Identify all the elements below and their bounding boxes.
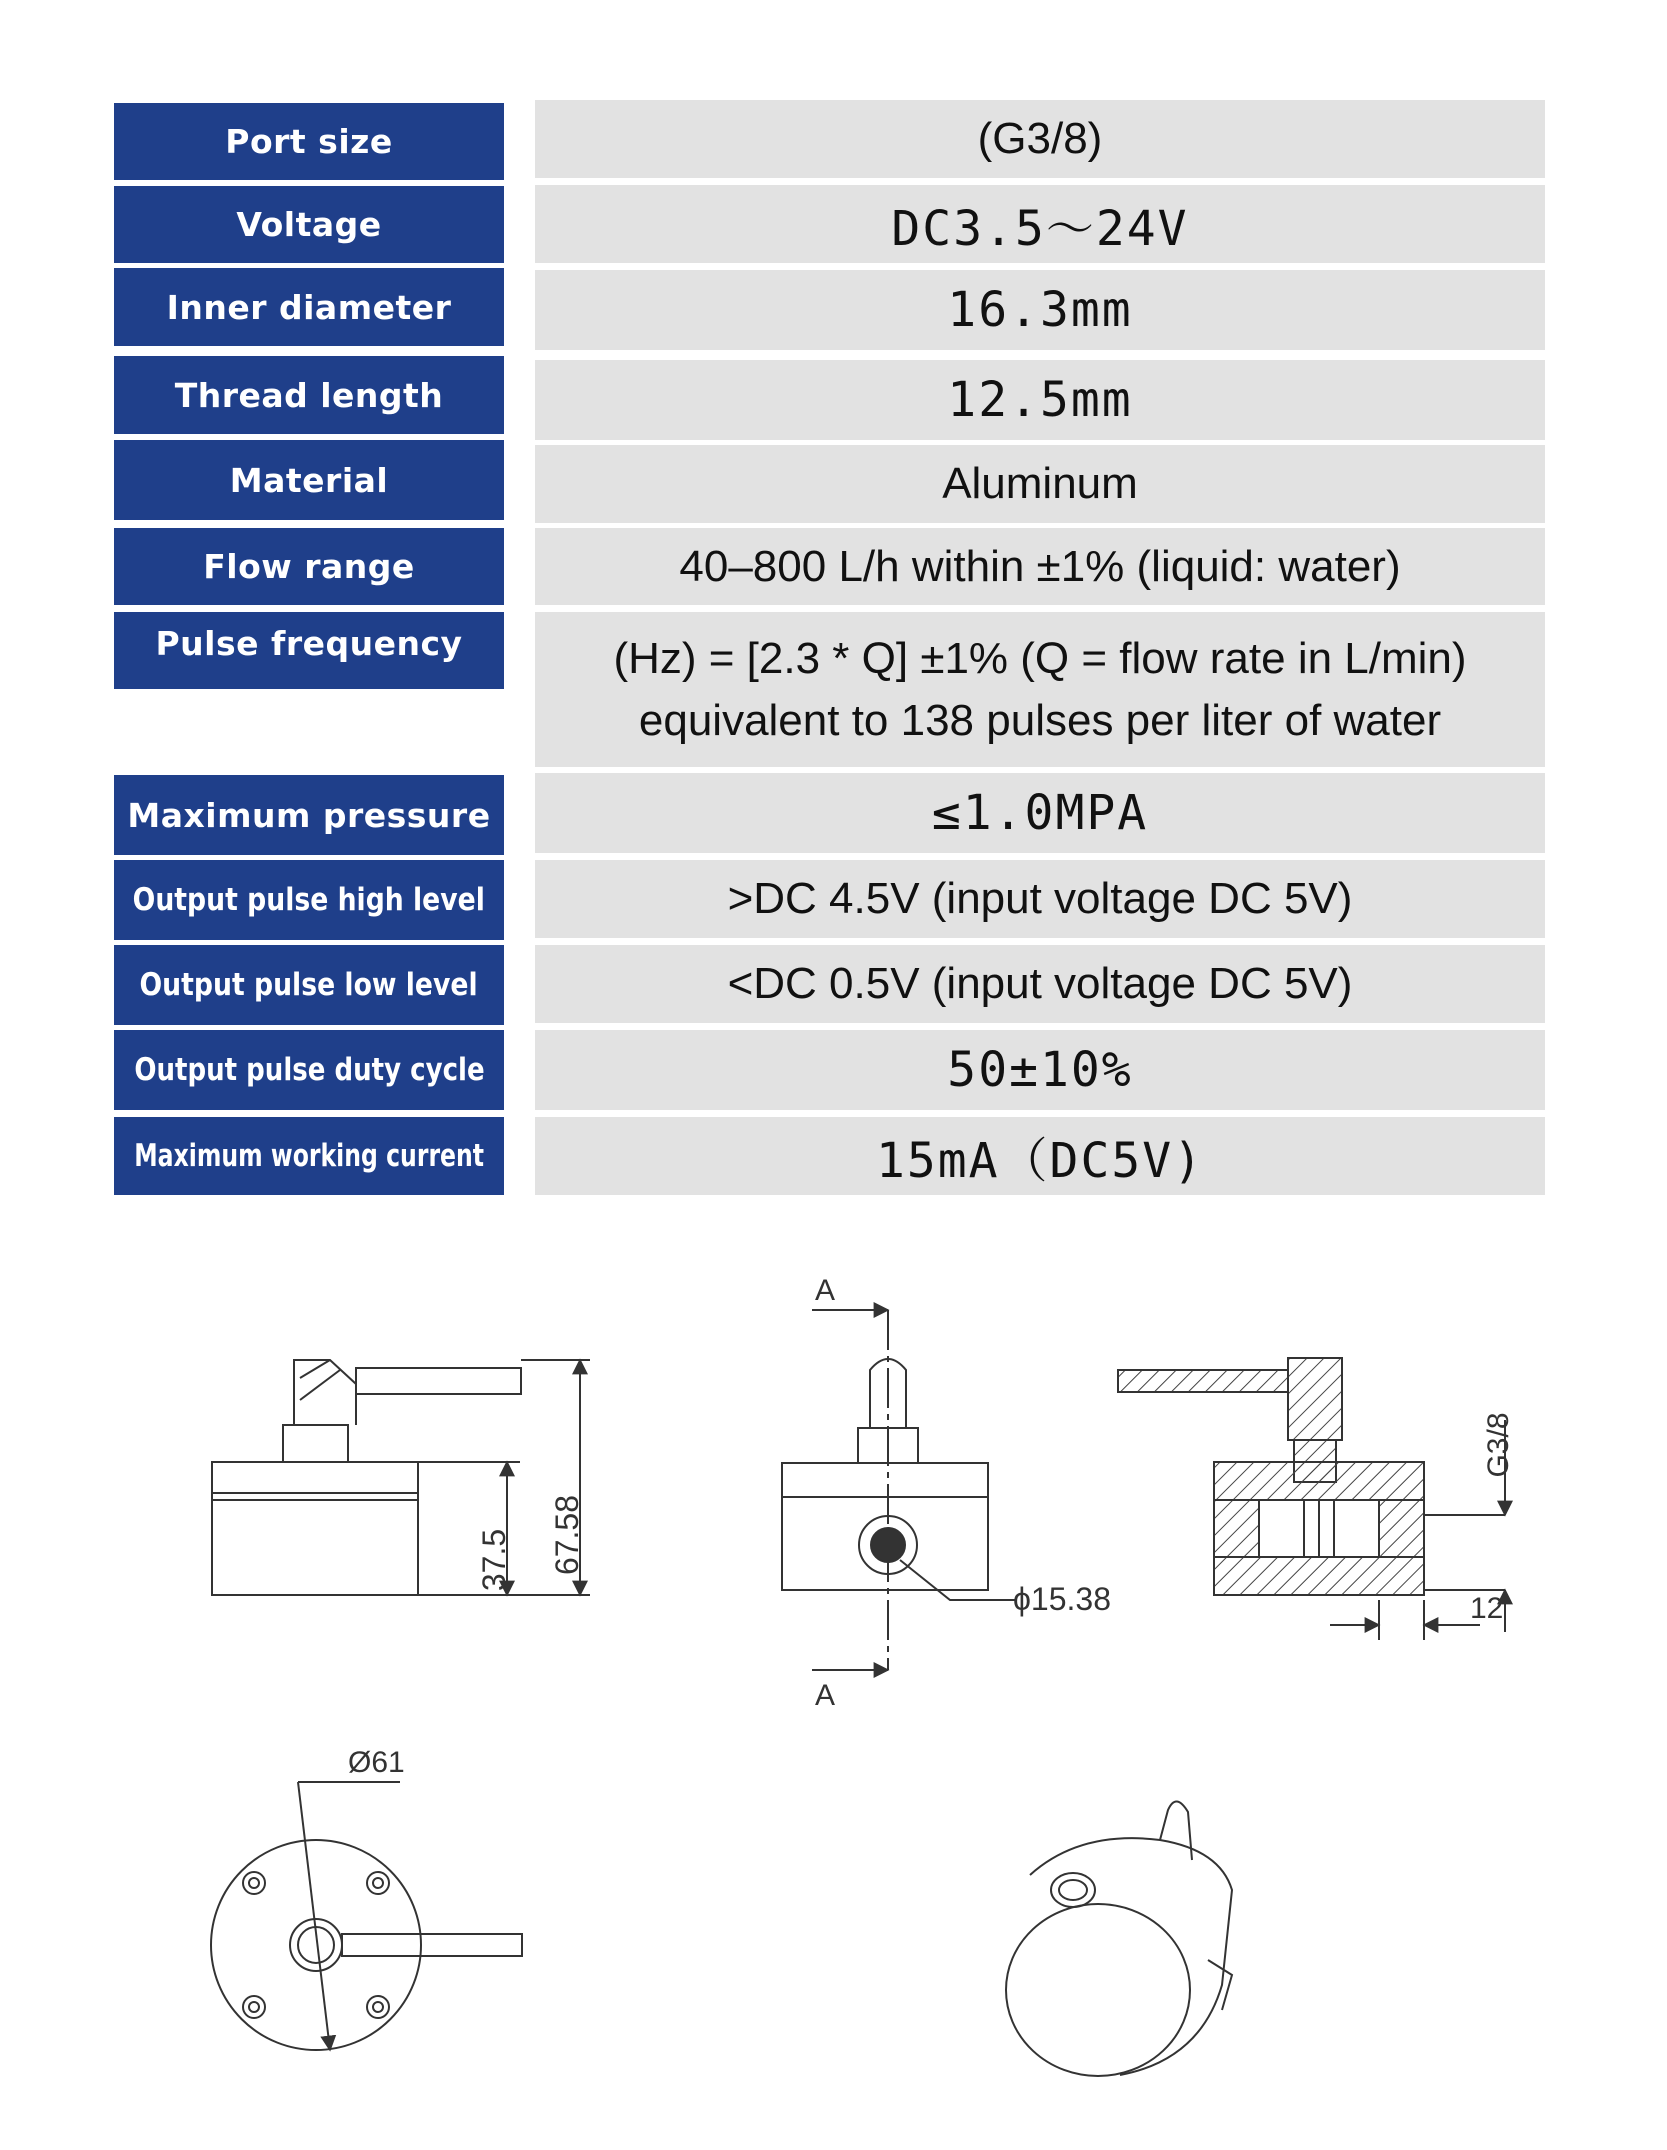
spec-value: <DC 0.5V (input voltage DC 5V) (535, 945, 1545, 1023)
spec-value: 15mA（DC5V) (535, 1117, 1545, 1195)
spec-value: (G3/8) (535, 100, 1545, 178)
spec-value: 12.5mm (535, 360, 1545, 440)
spec-value: 40–800 L/h within ±1% (liquid: water) (535, 528, 1545, 605)
spec-label-text: Output pulse high level (132, 882, 486, 918)
spec-label-text: Maximum working current (134, 1138, 484, 1174)
spec-label-text: Output pulse duty cycle (133, 1052, 485, 1088)
spec-label: Material (114, 440, 504, 520)
dimension-phi-61: Ø61 (348, 1746, 405, 1779)
spec-label: Thread length (114, 356, 504, 434)
side-view-drawing (212, 1360, 590, 1595)
dimension-37-5: 37.5 (476, 1528, 512, 1592)
spec-value: Aluminum (535, 445, 1545, 523)
spec-label: Maximum pressure (114, 775, 504, 855)
dimension-phi-15-38: ϕ15.38 (1013, 1581, 1111, 1617)
spec-value: DC3.5～24V (535, 185, 1545, 263)
section-label-a-top: A (814, 1274, 836, 1307)
dimension-67-58: 67.58 (549, 1494, 585, 1576)
spec-value-line-2: equivalent to 138 pulses per liter of water (638, 695, 1442, 745)
top-view-drawing (211, 1782, 522, 2050)
dimension-12: 12 (1470, 1592, 1504, 1625)
spec-label: Port size (114, 103, 504, 180)
spec-label: Inner diameter (114, 268, 504, 346)
spec-value: 16.3mm (535, 270, 1545, 350)
isometric-view-drawing (1006, 1801, 1232, 2076)
spec-label: Pulse frequency (114, 612, 504, 689)
front-view-drawing (782, 1310, 1015, 1670)
spec-value: ≤1.0MPA (535, 773, 1545, 853)
dimension-g3-8: G3/8 (1482, 1412, 1515, 1478)
spec-label-text: Output pulse low level (139, 967, 479, 1003)
section-view-drawing (1118, 1358, 1505, 1640)
spec-value: >DC 4.5V (input voltage DC 5V) (535, 860, 1545, 938)
spec-label: Flow range (114, 528, 504, 605)
spec-value-line-1: (Hz) = [2.3 * Q] ±1% (Q = flow rate in L/min) (613, 633, 1467, 683)
spec-label: Voltage (114, 186, 504, 263)
spec-value: 50±10% (535, 1030, 1545, 1110)
section-label-a-bottom: A (814, 1679, 836, 1712)
